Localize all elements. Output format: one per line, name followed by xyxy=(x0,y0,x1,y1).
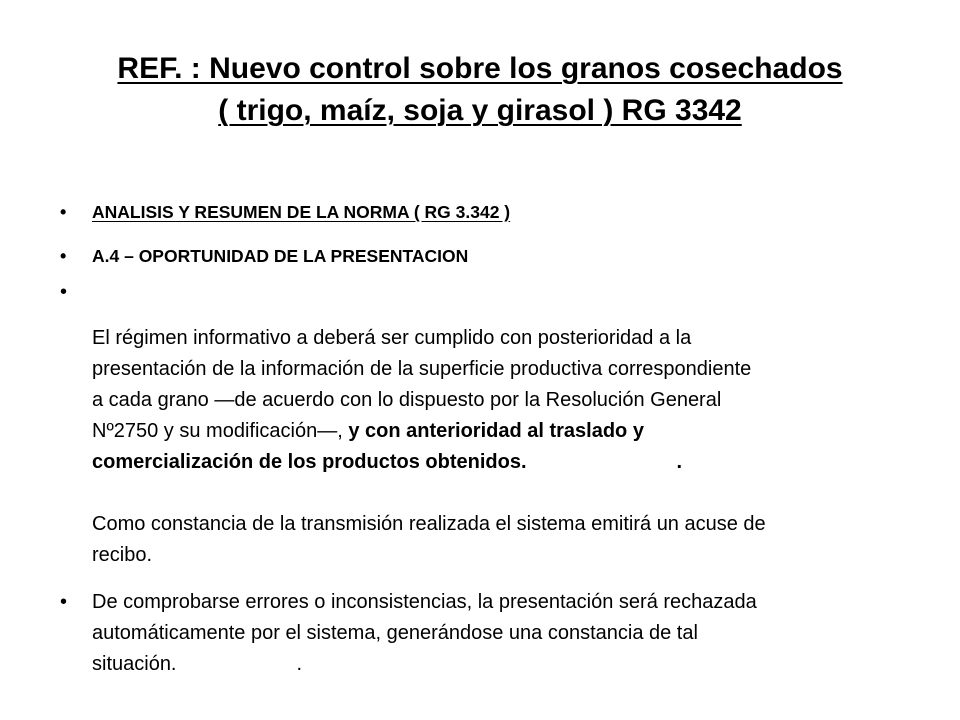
bullet-item-oportunidad xyxy=(60,242,920,270)
bullet-item-analisis xyxy=(60,198,920,226)
regimen-line-5-bold: comercialización de los productos obtenidos. xyxy=(92,451,527,473)
bullet-dot-icon: • xyxy=(60,202,67,222)
errores-line-2: automáticamente por el sistema, generándose una constancia de tal xyxy=(92,622,698,644)
spacer xyxy=(92,478,920,509)
regimen-line-4 xyxy=(92,416,920,447)
bullet-item-regimen xyxy=(60,281,920,571)
errores-line-1: De comprobarse errores o inconsistencias, la presentación será rechazada xyxy=(92,591,757,613)
regimen-line-4-bold: y con anterioridad al traslado y xyxy=(348,420,644,442)
bullet-dot-icon: • xyxy=(60,246,67,266)
spacer xyxy=(92,292,920,323)
regimen-line-5 xyxy=(92,447,920,478)
constancia-line-1: Como constancia de la transmisión realizada el sistema emitirá un acuse de xyxy=(92,513,766,535)
bullet-dot-icon: • xyxy=(60,281,68,303)
bullet-text-oportunidad: A.4 – OPORTUNIDAD DE LA PRESENTACION xyxy=(92,246,469,266)
regimen-line-5-dot: . xyxy=(676,451,683,473)
title-line-1: REF. : Nuevo control sobre los granos cosechados xyxy=(117,52,843,85)
errores-line-3-text: situación. xyxy=(92,653,177,675)
bullet-text-analisis: ANALISIS Y RESUMEN DE LA NORMA ( RG 3.342 ) xyxy=(92,202,511,222)
bullet-item-errores xyxy=(60,587,920,680)
regimen-line-2: presentación de la información de la superficie productiva correspondiente xyxy=(92,358,752,380)
errores-line-3 xyxy=(92,649,920,680)
regimen-line-1: El régimen informativo a deberá ser cumplido con posterioridad a la xyxy=(92,327,692,349)
bullet-list xyxy=(60,198,920,680)
page-title xyxy=(60,48,900,132)
errores-line-3-dot: . xyxy=(296,653,303,675)
constancia-line-2: recibo. xyxy=(92,544,153,566)
regimen-line-4-text: Nº2750 y su modificación—, xyxy=(92,420,349,442)
regimen-line-3: a cada grano —de acuerdo con lo dispuesto por la Resolución General xyxy=(92,389,722,411)
title-line-2: ( trigo, maíz, soja y girasol ) RG 3342 xyxy=(218,94,742,127)
bullet-dot-icon: • xyxy=(60,591,68,613)
